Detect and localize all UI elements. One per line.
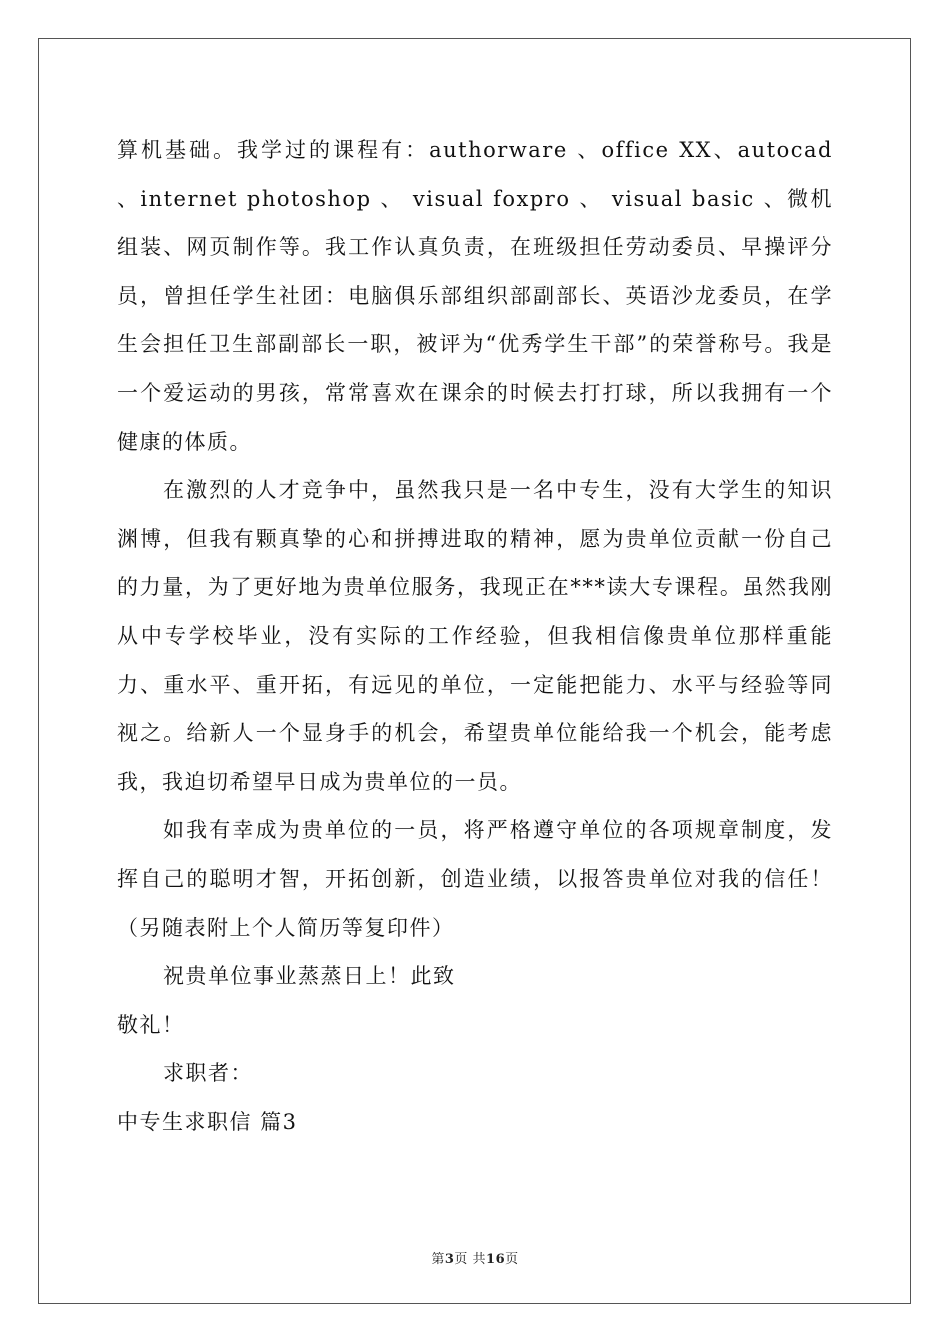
footer-page-number: 3 <box>444 1252 455 1267</box>
footer-suffix: 页 <box>505 1252 519 1267</box>
paragraph-skills: 算机基础。我学过的课程有：authorware 、office XX、autocad 、internet photoshop 、 visual foxpro 、 visual basic 、微机组装、网页制作等。我工作认真负责，在班级担任劳动委员、早操评分员，曾担任学生社团：电脑俱乐部组织部副部长、英语沙龙委员，在学生会担任卫生部副部长一职，被评为“优秀学生干部”的荣誉称号。我是一个爱运动的男孩，常常喜欢在课余的时候去打打球，所以我拥有一个健康的体质。 <box>117 138 833 454</box>
paragraph-wishes: 祝贵单位事业蒸蒸日上！此致 <box>163 964 456 989</box>
document-body <box>117 126 833 1146</box>
paragraph-applicant: 求职者： <box>163 1061 253 1086</box>
paragraph-commitment: 如我有幸成为贵单位的一员，将严格遵守单位的各项规章制度，发挥自己的聪明才智，开拓创新，创造业绩，以报答贵单位对我的信任！（另随表附上个人简历等复印件） <box>117 818 833 940</box>
footer-prefix: 第 <box>431 1252 445 1267</box>
footer-total-pages: 16 <box>486 1252 506 1267</box>
paragraph-salute: 敬礼！ <box>117 1012 185 1037</box>
page-footer <box>0 1248 950 1267</box>
paragraph-competition: 在激烈的人才竞争中，虽然我只是一名中专生，没有大学生的知识渊博，但我有颗真挚的心和拼搏进取的精神，愿为贵单位贡献一份自己的力量，为了更好地为贵单位服务，我现正在***读大专课程。虽然我刚从中专学校毕业，没有实际的工作经验，但我相信像贵单位那样重能力、重水平、重开拓，有远见的单位，一定能把能力、水平与经验等同视之。给新人一个显身手的机会，希望贵单位能给我一个机会，能考虑我，我迫切希望早日成为贵单位的一员。 <box>117 478 833 794</box>
footer-mid: 页 共 <box>454 1252 487 1267</box>
section-heading: 中专生求职信 篇3 <box>117 1109 298 1134</box>
